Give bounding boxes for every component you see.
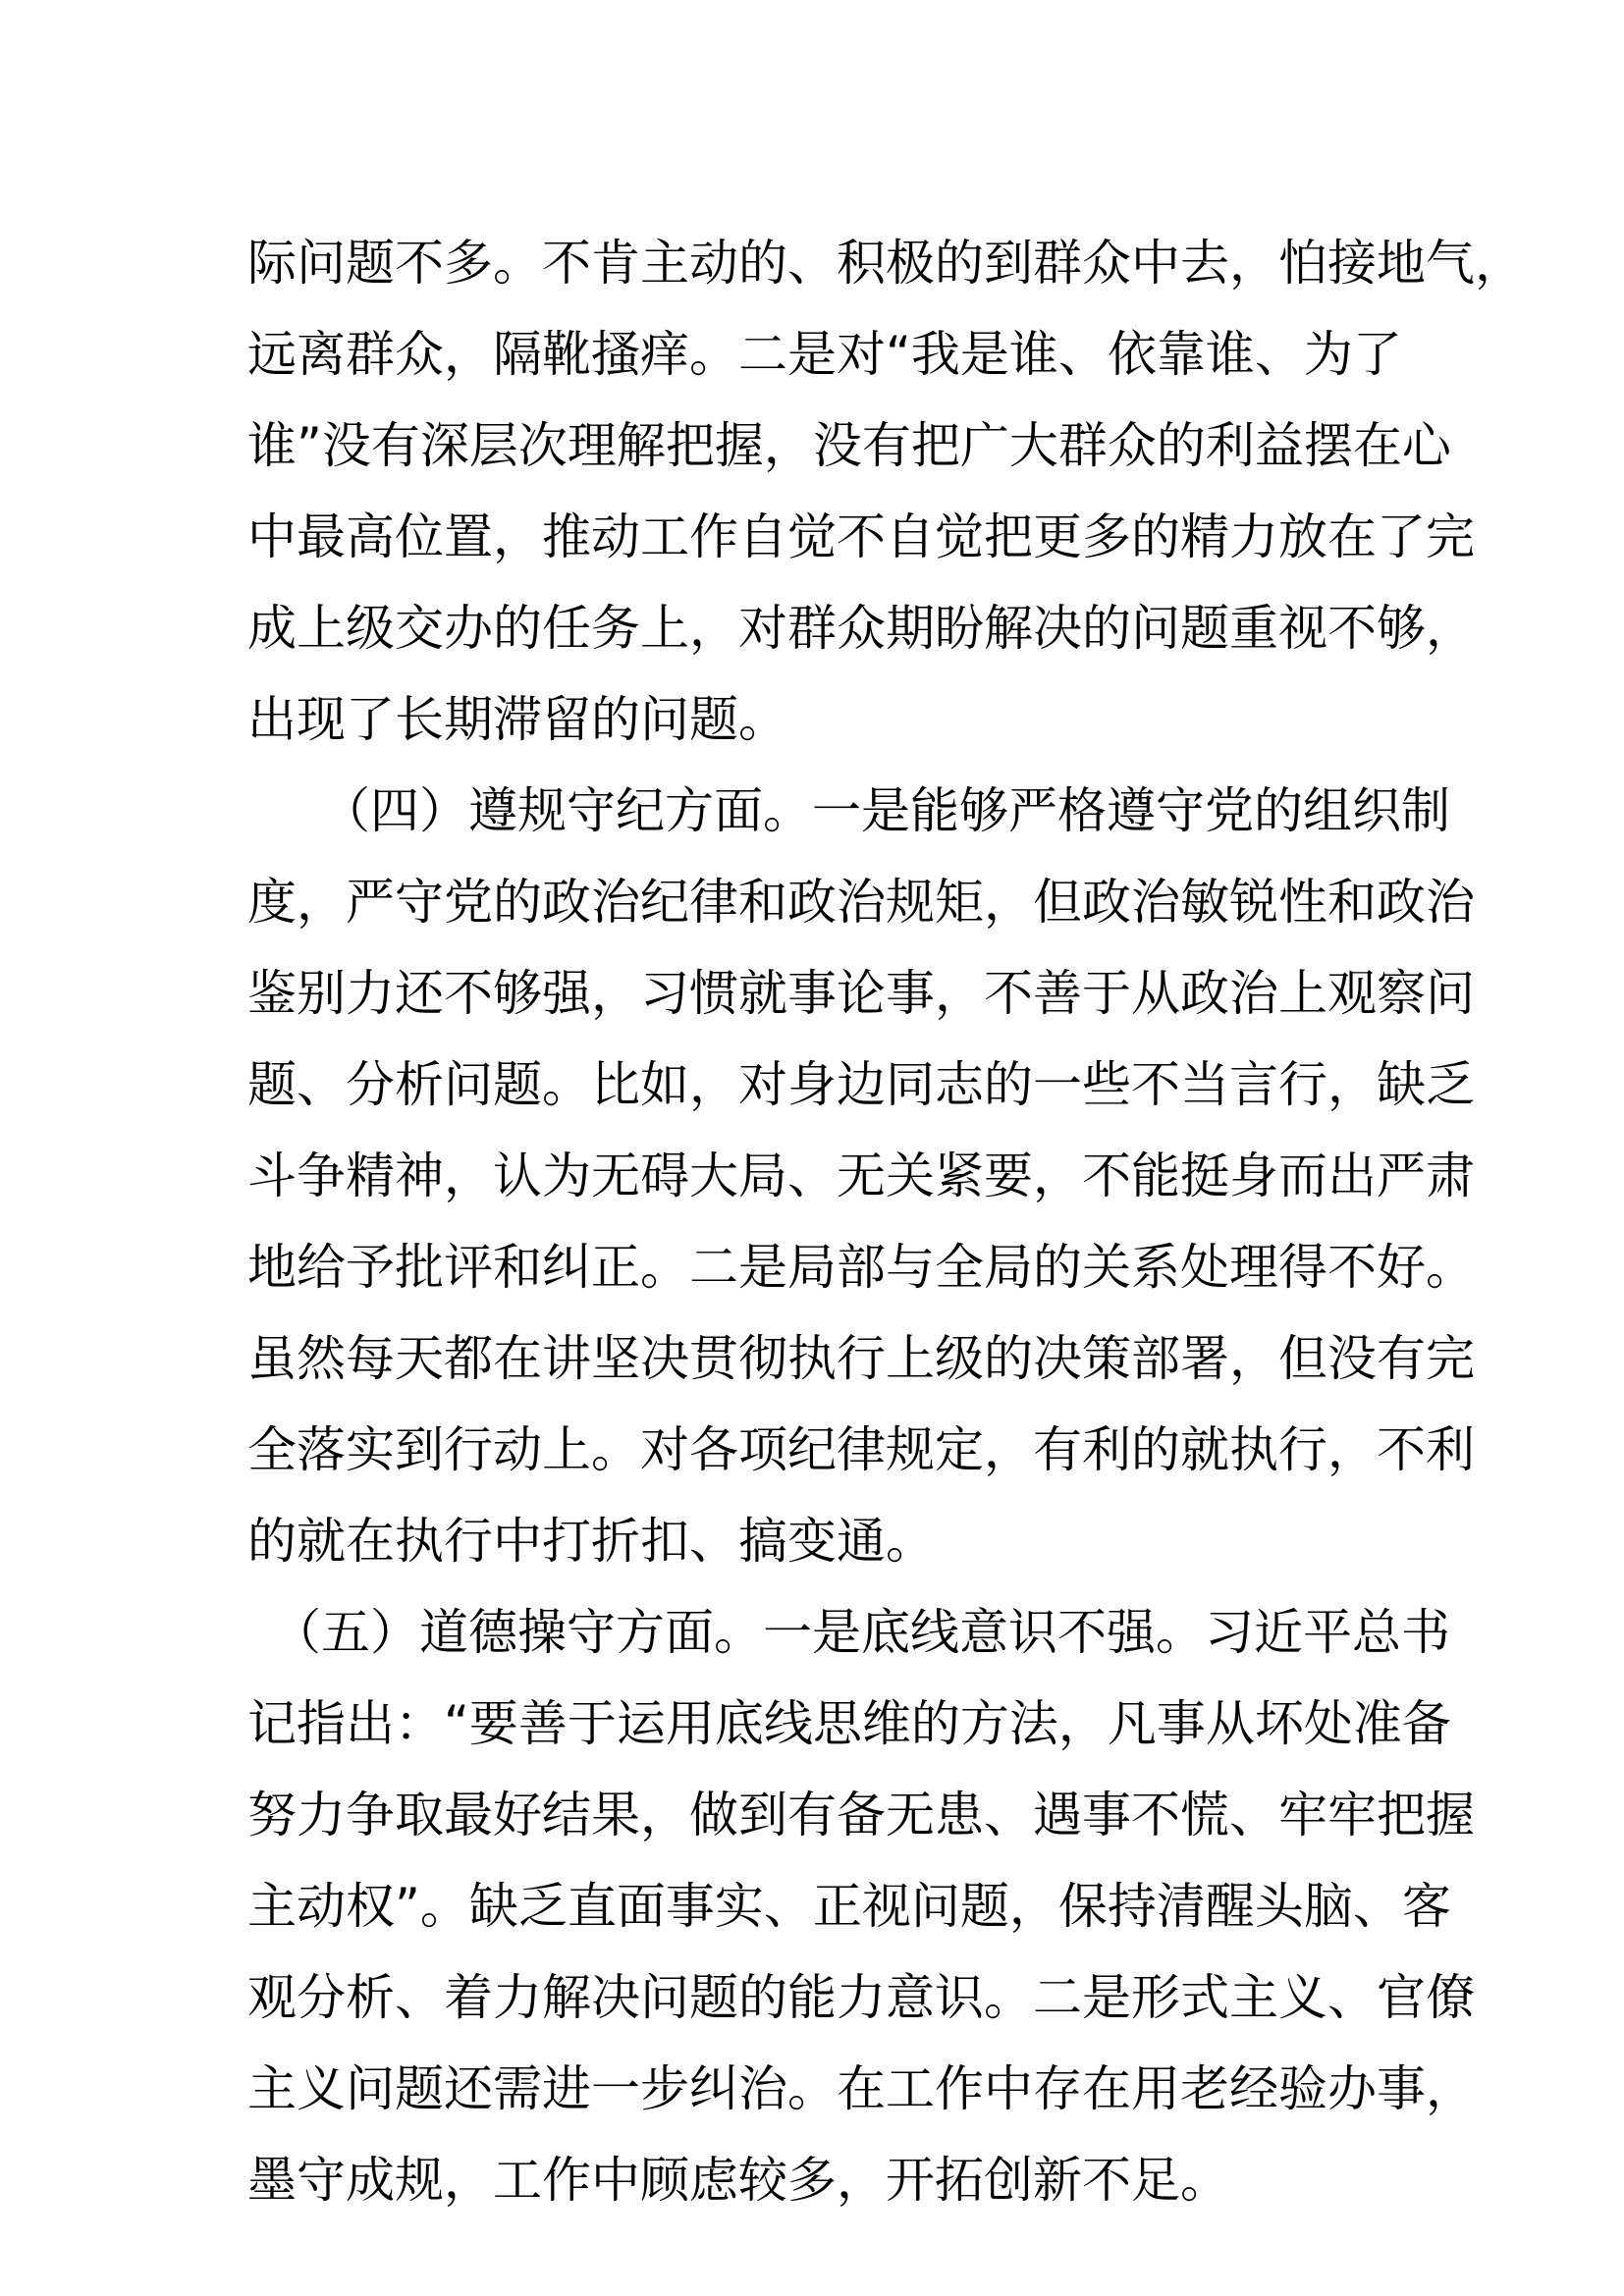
text-line: 出现了长期滞留的问题。 bbox=[247, 691, 787, 748]
text-line: 记指出：“要善于运用底线思维的方法，凡事从坏处准备 bbox=[247, 1695, 1451, 1752]
text-line: 努力争取最好结果，做到有备无患、遇事不慌、牢牢把握 bbox=[247, 1787, 1475, 1843]
text-line: 观分析、着力解决问题的能力意识。二是形式主义、官僚 bbox=[247, 1969, 1475, 2026]
text-line: 度，严守党的政治纪律和政治规矩，但政治敏锐性和政治 bbox=[247, 874, 1475, 931]
text-line: 际问题不多。不肯主动的、积极的到群众中去，怕接地气， bbox=[247, 235, 1524, 292]
text-line: 成上级交办的任务上，对群众期盼解决的问题重视不够， bbox=[247, 600, 1475, 657]
text-line: 谁”没有深层次理解把握，没有把广大群众的利益摆在心 bbox=[247, 417, 1451, 474]
text-line: 主义问题还需进一步纠治。在工作中存在用老经验办事， bbox=[247, 2060, 1475, 2117]
paragraph-four-heading-line: （四）遵规守纪方面。一是能够严格遵守党的组织制 bbox=[247, 782, 1450, 839]
text-line: 全落实到行动上。对各项纪律规定，有利的就执行，不利 bbox=[247, 1421, 1475, 1478]
paragraph-five-heading-line: （五）道德操守方面。一是底线意识不强。习近平总书 bbox=[247, 1604, 1450, 1661]
text-line: 鉴别力还不够强，习惯就事论事，不善于从政治上观察问 bbox=[247, 965, 1475, 1022]
text-line: 主动权”。缺乏直面事实、正视问题，保持清醒头脑、客 bbox=[247, 1878, 1451, 1935]
body-text bbox=[247, 218, 1524, 2226]
text-line: 墨守成规，工作中顾虑较多，开拓创新不足。 bbox=[247, 2152, 1229, 2209]
text-line: 的就在执行中打折扣、搞变通。 bbox=[247, 1513, 935, 1570]
text-line: 虽然每天都在讲坚决贯彻执行上级的决策部署，但没有完 bbox=[247, 1330, 1475, 1387]
text-line: 中最高位置，推动工作自觉不自觉把更多的精力放在了完 bbox=[247, 508, 1475, 565]
text-line: 斗争精神，认为无碍大局、无关紧要，不能挺身而出严肃 bbox=[247, 1148, 1475, 1204]
text-line: 地给予批评和纠正。二是局部与全局的关系处理得不好。 bbox=[247, 1239, 1475, 1296]
text-line: 题、分析问题。比如，对身边同志的一些不当言行，缺乏 bbox=[247, 1056, 1475, 1113]
text-line: 远离群众，隔靴搔痒。二是对“我是谁、依靠谁、为了 bbox=[247, 326, 1402, 383]
